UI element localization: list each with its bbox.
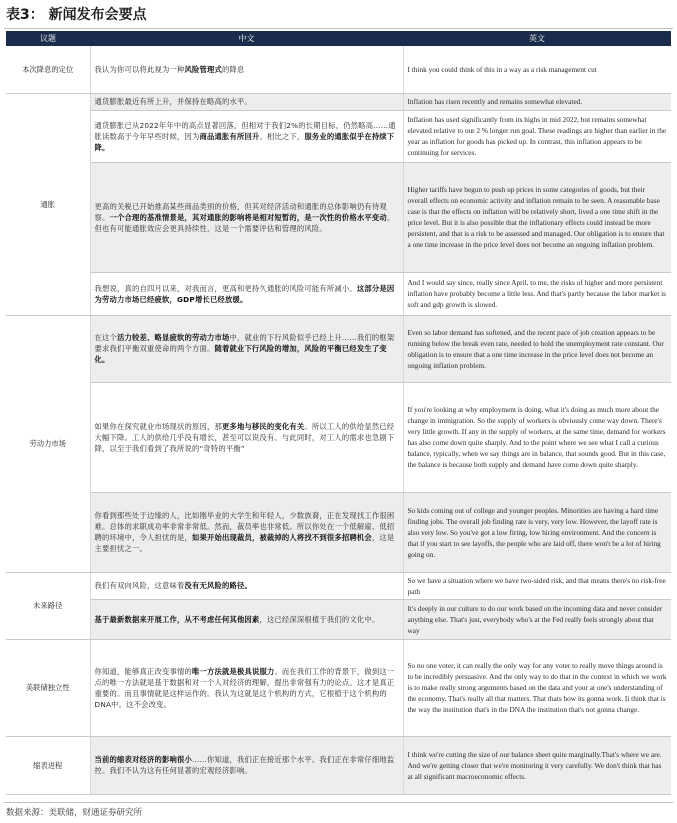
body-text: 你看到那些处于边缘的人，比如刚毕业的大学生和年轻人，少数族裔，正在发现找工作很困难。总体的求职成功率非常非常低。然而，裁员率也非常低。所以你处在一个低解雇、低招聘的环境中，令人担忧的是， [94, 511, 395, 542]
body-text: 。但也有可能通胀效应会更具持续性，这是一个需要评估和管理的风险。 [94, 212, 395, 233]
topic-cell: 劳动力市场 [6, 315, 90, 572]
english-cell: I think we're cutting the size of our balance sheet quite marginally.That's where we are. And we're getting closer that we're monitoring it very carefully. We don't think that has at all significant macroeconomic effects. [403, 736, 671, 794]
header-english: 英文 [403, 31, 671, 46]
header-chinese: 中文 [90, 31, 403, 46]
chinese-cell [90, 572, 403, 599]
english-cell: Inflation has risen recently and remains somewhat elevated. [403, 93, 671, 110]
chinese-cell [90, 272, 403, 315]
english-cell: So kids coming out of college and younger peoples. Minorities are having a hard time finding jobs. The overall job finding rate is very, very low. However, the layoff rate is also very low. So you've got a low firing, low hiring environment. And the concern is that if you start to see layoffs, the people who are laid off, there won't be a lot of hiring going on. [403, 492, 671, 572]
emphasis-text: 没有无风险的路径。 [184, 581, 252, 590]
body-text: 的降息 [221, 64, 245, 74]
body-text: 在这个 [94, 333, 117, 342]
body-text: 我们有双向风险，这意味着 [94, 581, 185, 590]
emphasis-text: 基于最新数据来开展工作，从不考虑任何其他因素 [94, 614, 260, 624]
emphasis-text: 商品通胀有所回升 [199, 131, 260, 141]
table-row [6, 162, 671, 272]
chinese-cell [90, 382, 403, 492]
topic-cell: 美联储独立性 [6, 639, 90, 736]
body-text: ，这已经深深根植于我们的文化中。 [259, 614, 380, 624]
english-cell: Higher tariffs have begun to push up prices in some categories of goods, but their overall effects on economic activity and inflation remain to be seen. A reasonable base case is that the effects on inflation will be relatively short, lived a one time shift in the price level. But it is also possible that the inflationary effects could instead be more persistent, and that is a risk to be assessed and managed. Our obligation is to ensure that a one time increase in the price level does not become an ongoing inflation problem. [403, 162, 671, 272]
emphasis-text: 风险管理式 [184, 64, 222, 74]
body-text: 通货膨胀已从2022年年中的高点显著回落，但相对于我们2%的长期目标，仍然略高……通胀读数高于今年早些时候，因为 [94, 120, 396, 141]
english-cell: So we have a situation where we have two-sided risk, and that means there's no risk-free path [403, 572, 671, 599]
table-row [6, 315, 671, 382]
chinese-cell [90, 162, 403, 272]
body-text: ，这是主要担忧之一。 [94, 533, 395, 553]
english-cell: So no one voter, it can really the only way for any voter to really move things around is to be incredibly persuasive. And the only way to do that in the context in which we work is to make really strong arguments based on the data and your at one's understanding of the economy. That's really all that matters. That thats how its gonna work. Ii think that is the way the institution that's in the DNA the institution that's not gonna change. [403, 639, 671, 736]
topic-cell: 本次降息的定位 [6, 46, 90, 93]
table-title: 表3： 新闻发布会要点 [6, 7, 147, 23]
emphasis-text: 随着就业下行风险的增加，风险的平衡已经发生了变化。 [94, 344, 387, 364]
chinese-cell [90, 639, 403, 736]
english-cell: Even so labor demand has softened, and the recent pace of job creation appears to be running below the break even rate, needed to hold the unemployment rate constant. Our obligation is to ensure that a one time increase in the price level does not become an ongoing inflation problem. [403, 315, 671, 382]
emphasis-text: 如果开始出现裁员，被裁掉的人将找不到很多招聘机会 [191, 533, 372, 542]
english-cell: And I would say since, really since April, to me, the risks of higher and more persistent inflation have probably become a little less. And that's partly because the labor market is soft and gdp growth is slowed. [403, 272, 671, 315]
emphasis-text: 一个合理的基准情景是，其对通胀的影响将是相对短暂的，是一次性的价格水平变动 [109, 212, 387, 222]
press-conference-table [6, 31, 671, 795]
topic-cell: 缩表进程 [6, 736, 90, 794]
chinese-cell [90, 93, 403, 110]
table-row [6, 572, 671, 599]
body-text: 中，就业的下行风险似乎已经上升……我们的框架要求我们平衡双重使命的两个方面。 [94, 333, 395, 353]
english-cell: I think you could think of this in a way as a risk management cut [403, 46, 671, 93]
table-header-row [6, 31, 671, 46]
emphasis-text: 唯一方法就是极具说服力 [191, 666, 275, 676]
emphasis-text: 这部分是因为劳动力市场已经疲软，GDP增长已经放缓。 [94, 283, 395, 304]
chinese-cell [90, 599, 403, 639]
body-text: 我认为你可以将此视为一种 [94, 64, 185, 74]
table-row [6, 93, 671, 110]
table-row [6, 736, 671, 794]
emphasis-text: 活力较差、略显疲软的劳动力市场 [117, 333, 230, 342]
english-cell: Inflation has used significantly from its highs in mid 2022, but remains somewhat elevated relative to our 2 % longer run goal. These readings are higher than earlier in the year as inflation for goods has picked up. In contrast, this inflation appears to be continuing for services. [403, 110, 671, 162]
english-cell: If you're looking at why employment is doing, what it's doing as much more about the change in immigration. So the supply of workers is obviously come way down. There's very little growth. If any in the supply of workers, at the same time, demand for workers has also come down quite sharply. And to the point where we see what I call a curious balance, typically, when we say things are in balance, that sounds good. But in this case, the balance is because both supply and demand have come down quite sharply. [403, 382, 671, 492]
body-text: 如果你在探究就业市场现状的原因，那 [94, 421, 222, 431]
table-row [6, 272, 671, 315]
chinese-cell [90, 736, 403, 794]
topic-cell: 未来路径 [6, 572, 90, 639]
emphasis-text: 服务业的通胀似乎在持续下降。 [94, 131, 395, 152]
body-text: 更高的关税已开始推高某些商品类别的价格，但其对经济活动和通胀的总体影响仍有待观察。 [94, 201, 387, 222]
emphasis-text: 当前的缩表对经济的影响很小 [94, 755, 192, 764]
chinese-cell [90, 46, 403, 93]
english-cell: It's deeply in our culture to do our work based on the incoming data and never consider anything else. That's just, everybody who's at the Fed really feels strongly about that way [403, 599, 671, 639]
chinese-cell [90, 110, 403, 162]
emphasis-text: 更多地与移民的变化有关 [221, 421, 305, 431]
body-text: ……你知道，我们正在接近那个水平。我们正在非常仔细地监控。我们不认为这有任何显著的宏观经济影响。 [94, 755, 395, 775]
table-row [6, 492, 671, 572]
chinese-cell [90, 315, 403, 382]
header-topic: 议题 [6, 31, 90, 46]
body-text: 。相比之下， [259, 131, 305, 141]
table-row [6, 46, 671, 93]
body-text: 。所以工人的供给显然已经大幅下降。工人的供给几乎没有增长，甚至可以说没有。与此同时，对工人的需求也急剧下降，以至于我们看到了我所说的“奇特的平衡” [94, 421, 395, 453]
table-row [6, 110, 671, 162]
topic-cell: 通胀 [6, 93, 90, 315]
table-row [6, 639, 671, 736]
data-source-note: 数据来源：美联储，财通证券研究所 [6, 808, 143, 818]
title-divider [4, 28, 673, 29]
chinese-cell [90, 492, 403, 572]
body-text: 你知道，能够真正改变事情的 [94, 666, 192, 676]
body-text: 通货膨胀最近有所上升，并保持在略高的水平。 [94, 97, 252, 106]
table-row [6, 599, 671, 639]
body-text: 。而在我们工作的背景下，做到这一点的唯一方法就是基于数据和对一个人对经济的理解，提出非常强有力的论点。这才是真正重要的。而且事情就是这样运作的。我认为这就是这个机构的方式，它根植于这个机构的DNA中。这不会改变。 [94, 666, 395, 709]
table-row [6, 382, 671, 492]
source-divider [4, 802, 673, 803]
body-text: 我想说，真的自四月以来，对我而言，更高和更持久通胀的风险可能有所减小。 [94, 283, 357, 293]
